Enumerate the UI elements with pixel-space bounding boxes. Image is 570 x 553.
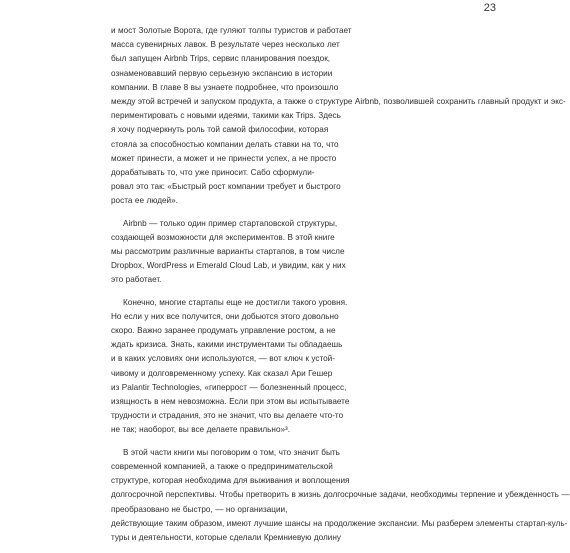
text-line: между этой встречей и запуском продукта, а также о структуре Airbnb, позволившей сохранить главный продукт и экс- xyxy=(111,97,566,107)
text-line: мы рассмотрим различные варианты стартапов, в том числе xyxy=(111,247,345,257)
text-line: долгосрочной перспективы. Чтобы претворить в жизнь долгосрочные задачи, необходимы терпение и убежденность — xyxy=(111,490,570,500)
text-line: туры и деятельности, которые сделали Кремниевую долину xyxy=(111,532,341,542)
text-line: роста ее людей». xyxy=(111,196,178,206)
text-line: современной компанией, а также о предпринимательской xyxy=(111,461,333,471)
text-line: это работает. xyxy=(111,275,162,285)
text-line: ознаменовавший первую серьезную экспансию в истории xyxy=(111,68,333,78)
text-line: стояла за способностью компании делать ставки на то, что xyxy=(111,139,339,149)
text-line: и в каких условиях они используются, — вот ключ к устой- xyxy=(111,354,335,364)
text-line: периментировать с новыми идеями, такими как Trips. Здесь xyxy=(111,111,341,121)
text-line: Airbnb — только один пример стартаповской структуры, xyxy=(123,218,338,228)
text-line: В этой части книги мы поговорим о том, что значит быть xyxy=(123,447,340,457)
text-line: Dropbox, WordPress и Emerald Cloud Lab, и увидим, как у них xyxy=(111,261,346,271)
text-line: дорабатывать то, что уже приносит. Сабо сформули- xyxy=(111,168,315,178)
text-line: преобразовано не быстро, — но организации, xyxy=(111,504,288,514)
text-line: действующие таким образом, имеют лучшие шансы на продолжение экспансии. Мы разберем элементы стартап-куль- xyxy=(111,518,568,528)
text-line: из Palantir Technologies, «гиперрост — болезненный процесс, xyxy=(111,382,347,392)
text-line: Конечно, многие стартапы еще не достигли такого уровня. xyxy=(123,297,348,307)
text-line: Но если у них все получится, они добьются этого довольно xyxy=(111,311,339,321)
text-line: скоро. Важно заранее продумать управление ростом, а не xyxy=(111,326,336,336)
text-line: может принести, а может и не принести успех, а не просто xyxy=(111,153,337,163)
text-line: изящность в нем невозможна. Если при этом вы испытываете xyxy=(111,397,350,407)
text-line: структуре, которая необходима для выживания и воплощения xyxy=(111,476,350,486)
text-line: компании. В главе 8 вы узнаете подробнее, что произошло xyxy=(111,82,339,92)
text-line: масса сувенирных лавок. В результате через несколько лет xyxy=(111,40,340,50)
text-line: был запущен Airbnb Trips, сервис планирования поездок, xyxy=(111,54,331,64)
text-line: я хочу подчеркнуть роль той самой философии, которая xyxy=(111,125,329,135)
text-line: не так; наоборот, вы все делаете правильно»³. xyxy=(111,425,291,435)
paragraph xyxy=(111,217,365,288)
page-number: 23 xyxy=(483,2,496,14)
text-line: ждать кризиса. Знать, какими инструментами ты обладаешь xyxy=(111,340,343,350)
text-line: трудности и страдания, это не значит, что вы делаете что-то xyxy=(111,411,344,421)
paragraph xyxy=(111,296,365,438)
paragraph xyxy=(111,24,566,209)
text-line: чивому и долговременному успеху. Как сказал Ари Гешер xyxy=(111,368,333,378)
text-line: ровал это так: «Быстрый рост компании требует и быстрого xyxy=(111,182,341,192)
text-line: и мост Золотые Ворота, где гуляют толпы туристов и работает xyxy=(111,26,352,35)
paragraph xyxy=(111,446,570,545)
paragraph-list xyxy=(111,24,570,545)
page-body xyxy=(111,24,570,553)
text-line: создающей возможности для экспериментов. В этой книге xyxy=(111,232,335,242)
